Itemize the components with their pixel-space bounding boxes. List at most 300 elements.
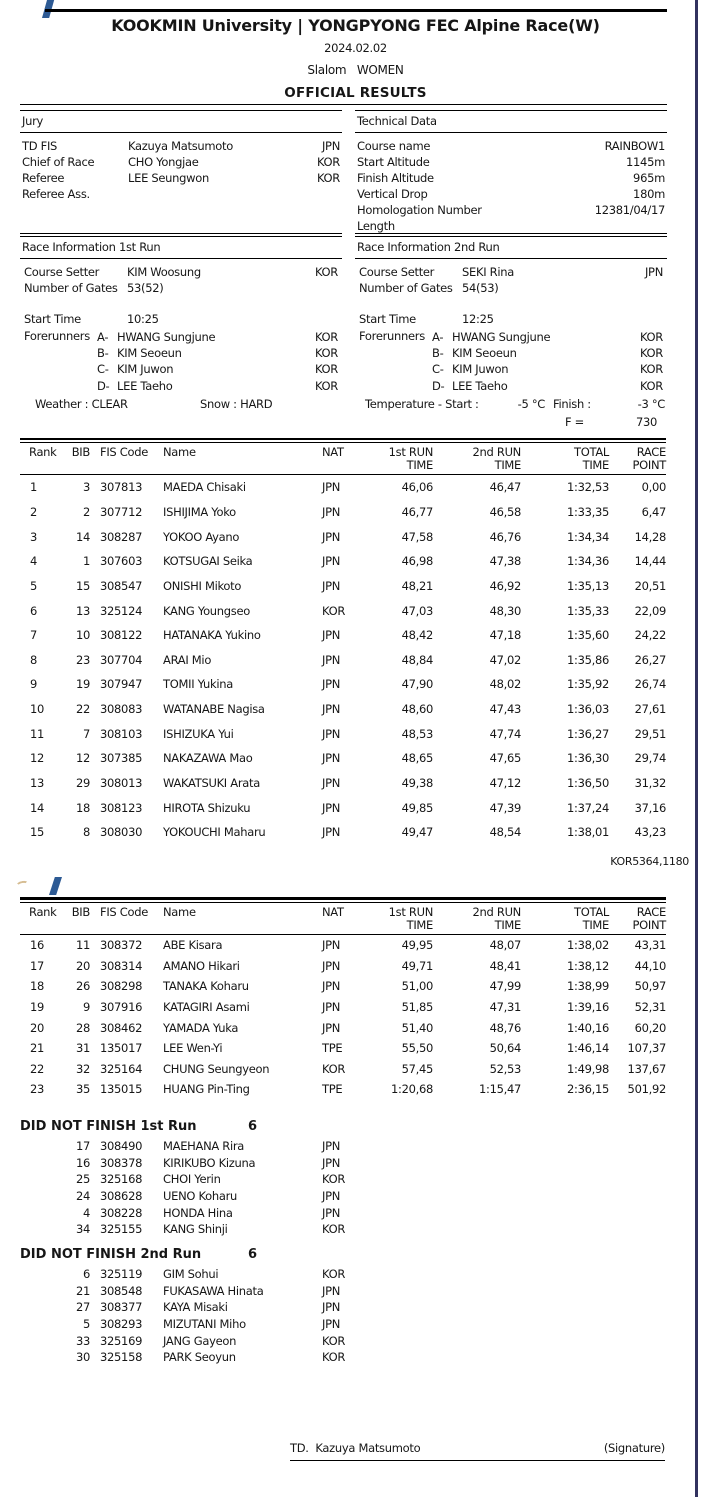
race-point-cell: 26,27 xyxy=(634,652,666,667)
forerunner-nat: KOR xyxy=(639,330,663,344)
header-point: POINT xyxy=(632,917,666,932)
nat-cell: JPN xyxy=(322,979,341,994)
bib-cell: 22 xyxy=(75,702,90,717)
run2-time-cell: 47,65 xyxy=(489,751,521,766)
race-point-cell: 6,47 xyxy=(641,504,666,519)
fis-code-cell: 308378 xyxy=(100,1155,143,1170)
gates-label: Number of Gates xyxy=(24,281,118,295)
race-point-cell: 107,37 xyxy=(627,1041,666,1056)
rank-cell: 5 xyxy=(30,578,38,593)
nat-cell: JPN xyxy=(322,529,341,544)
result-row xyxy=(20,549,666,574)
header-time: TIME xyxy=(494,917,521,932)
race-point-cell: 24,22 xyxy=(634,628,666,643)
bib-cell: 34 xyxy=(75,1222,90,1237)
start-time-run1 xyxy=(20,311,342,327)
race-point-cell: 14,28 xyxy=(634,529,666,544)
forerunner-row xyxy=(355,345,667,361)
jury-name xyxy=(128,186,300,202)
jury-row xyxy=(20,138,342,154)
fis-code-cell: 308377 xyxy=(100,1300,143,1315)
jury-role: Referee xyxy=(22,171,65,185)
fis-code-cell: 308490 xyxy=(100,1139,143,1154)
name-cell: FUKASAWA Hinata xyxy=(163,1283,264,1298)
temperature-label: Temperature - Start : xyxy=(365,397,479,411)
header-bib: BIB xyxy=(71,445,90,459)
nat-cell: JPN xyxy=(322,702,341,717)
signature-block xyxy=(290,1441,665,1461)
total-time-cell: 1:38,12 xyxy=(566,958,609,973)
bib-cell: 1 xyxy=(82,554,90,569)
bib-cell: 9 xyxy=(82,1000,90,1015)
race-point-cell: 26,74 xyxy=(634,677,666,692)
forerunner-nat: KOR xyxy=(314,362,338,377)
total-time-cell: 1:36,27 xyxy=(566,726,609,741)
dnf-run2-rows xyxy=(20,1266,666,1366)
header-rule xyxy=(20,104,667,105)
fis-code-cell: 308103 xyxy=(100,726,143,741)
rank-cell: 8 xyxy=(30,652,38,667)
fis-code-cell: 308548 xyxy=(100,1283,143,1298)
header-fis-code: FIS Code xyxy=(100,905,149,919)
total-time-cell: 1:33,35 xyxy=(566,504,609,519)
forerunner-name: HWANG Sungjune xyxy=(117,330,216,344)
run2-time-cell: 48,02 xyxy=(489,677,521,692)
total-time-cell: 1:35,86 xyxy=(566,652,609,667)
header-time: TIME xyxy=(406,457,433,472)
race-point-cell: 137,67 xyxy=(627,1061,666,1076)
nat-cell: JPN xyxy=(322,1155,341,1170)
forerunners-label xyxy=(24,378,97,394)
total-time-cell: 1:36,50 xyxy=(566,776,609,790)
forerunner-name: KIM Juwon xyxy=(117,362,174,377)
name-cell: MAEDA Chisaki xyxy=(163,480,246,495)
nat-cell: JPN xyxy=(322,504,341,519)
forerunner-row xyxy=(355,378,667,394)
run1-time-cell: 55,50 xyxy=(401,1041,433,1056)
run2-time-cell: 50,64 xyxy=(489,1041,521,1056)
name-cell: YOKOUCHI Maharu xyxy=(163,825,266,840)
dnf-row xyxy=(20,1349,666,1366)
run2-time-cell: 47,18 xyxy=(489,628,521,643)
technical-label: Vertical Drop xyxy=(357,187,428,201)
name-cell: JANG Gayeon xyxy=(163,1333,237,1348)
total-time-cell: 1:36,30 xyxy=(566,751,609,766)
gates-value: 53(52) xyxy=(127,281,164,295)
nat-cell: JPN xyxy=(322,726,341,741)
name-cell: MAEHANA Rira xyxy=(163,1139,245,1154)
forerunners-label xyxy=(359,378,432,394)
run1-time-cell: 46,98 xyxy=(401,554,433,569)
race-point-cell: 27,61 xyxy=(634,702,666,717)
forerunners-caption-left: Forerunners xyxy=(24,329,90,343)
name-cell: HIROTA Shizuku xyxy=(163,800,251,815)
bib-cell: 17 xyxy=(75,1139,90,1154)
jury-name: Kazuya Matsumoto xyxy=(128,139,233,153)
header-race-point xyxy=(609,446,666,471)
bib-cell: 2 xyxy=(82,504,90,519)
bib-cell: 16 xyxy=(75,1155,90,1170)
name-cell: KOTSUGAI Seika xyxy=(163,554,253,569)
nat-cell: JPN xyxy=(322,1139,341,1154)
result-row xyxy=(20,1059,666,1080)
forerunners-label xyxy=(24,345,97,361)
course-setter-label: Course Setter xyxy=(359,265,435,279)
total-time-cell: 1:35,33 xyxy=(566,603,609,618)
result-row xyxy=(20,795,666,820)
forerunner-nat: KOR xyxy=(314,378,338,393)
nat-cell: JPN xyxy=(322,652,341,667)
f-value: 730 xyxy=(635,415,657,429)
temperature-start-value: -5 °C xyxy=(517,397,545,411)
jury-role: TD FIS xyxy=(22,139,58,153)
result-row xyxy=(20,524,666,549)
rank-cell: 9 xyxy=(30,677,38,692)
header-nat: NAT xyxy=(322,445,344,459)
dnf-row xyxy=(20,1204,666,1221)
name-cell: CHOI Yerin xyxy=(163,1172,221,1187)
jury-row xyxy=(20,186,342,202)
jury-nat: KOR xyxy=(316,171,340,185)
header-rank: Rank xyxy=(29,445,57,459)
race-point-cell: 60,20 xyxy=(634,1020,666,1035)
start-time-label: Start Time xyxy=(359,312,416,326)
dnf-row xyxy=(20,1283,666,1300)
jury-role: Referee Ass. xyxy=(22,187,90,201)
header-race: RACE xyxy=(636,445,666,459)
bib-cell: 6 xyxy=(82,1267,90,1282)
total-time-cell: 1:35,92 xyxy=(566,677,609,692)
nat-cell: JPN xyxy=(322,938,341,953)
race-point-cell: 43,23 xyxy=(634,825,666,840)
start-time-run2 xyxy=(355,311,667,327)
run2-time-cell: 47,02 xyxy=(489,652,521,667)
forerunner-key: C- xyxy=(432,362,444,377)
total-time-cell: 1:35,60 xyxy=(566,628,609,643)
total-time-cell: 1:32,53 xyxy=(566,480,609,495)
nat-cell: JPN xyxy=(322,1000,341,1015)
run1-time-cell: 49,71 xyxy=(401,958,433,973)
fis-code-cell: 307704 xyxy=(100,652,143,667)
total-time-cell: 1:36,03 xyxy=(566,702,609,717)
header-time: TIME xyxy=(406,917,433,932)
total-time-cell: 1:38,02 xyxy=(566,938,609,953)
bib-cell: 8 xyxy=(82,825,90,840)
technical-value: 180m xyxy=(633,187,665,201)
technical-row xyxy=(355,186,667,202)
forerunner-row xyxy=(20,378,342,394)
race-point-cell: 14,44 xyxy=(634,554,666,569)
results-header xyxy=(20,443,666,471)
name-cell: KANG Shinji xyxy=(163,1222,228,1237)
course-setter-row xyxy=(20,264,342,280)
race-point-cell: 29,74 xyxy=(634,751,666,766)
bib-cell: 33 xyxy=(75,1333,90,1348)
jury-title: Jury xyxy=(20,110,342,133)
rank-cell: 1 xyxy=(30,480,38,495)
header-time: TIME xyxy=(494,457,521,472)
rank-cell: 21 xyxy=(30,1041,45,1056)
page-title: KOOKMIN University | YONGPYONG FEC Alpine Race(W) xyxy=(111,16,600,35)
bib-cell: 28 xyxy=(75,1020,90,1035)
forerunner-key: B- xyxy=(432,346,444,361)
fis-code-cell: 308462 xyxy=(100,1020,143,1035)
run2-time-cell: 47,99 xyxy=(489,979,521,994)
technical-row xyxy=(355,170,667,186)
technical-value: 1145m xyxy=(626,155,665,169)
nat-cell: JPN xyxy=(322,1317,341,1332)
jury-name: CHO Yongjae xyxy=(128,155,199,169)
technical-label: Length xyxy=(357,219,395,233)
header-name: Name xyxy=(163,905,196,919)
header-race-point xyxy=(609,906,666,931)
header-rank: Rank xyxy=(29,905,57,919)
name-cell: HATANAKA Yukino xyxy=(163,628,261,643)
technical-row xyxy=(355,202,667,218)
fis-code-cell: 135015 xyxy=(100,1082,143,1097)
nat-cell: JPN xyxy=(322,480,341,495)
jury-nat: JPN xyxy=(321,139,340,153)
run1-time-cell: 46,06 xyxy=(401,480,433,495)
dnf-row xyxy=(20,1316,666,1333)
nat-cell: JPN xyxy=(322,1283,341,1298)
race-info-run1 xyxy=(20,236,342,296)
discipline-line: Slalom WOMEN xyxy=(307,63,404,77)
run2-time-cell: 52,53 xyxy=(489,1061,521,1076)
header-run2: 2nd RUN xyxy=(472,905,521,919)
nat-cell: JPN xyxy=(322,958,341,973)
bib-cell: 24 xyxy=(75,1189,90,1204)
bib-cell: 18 xyxy=(75,800,90,815)
header-run1-time xyxy=(368,906,433,931)
bib-cell: 4 xyxy=(82,1205,90,1220)
rank-cell: 17 xyxy=(30,958,45,973)
name-cell: TOMII Yukina xyxy=(163,677,234,692)
technical-value: RAINBOW1 xyxy=(604,139,665,153)
run1-time-cell: 49,95 xyxy=(401,938,433,953)
nat-cell: KOR xyxy=(322,1267,346,1282)
run1-time-cell: 48,42 xyxy=(401,628,433,643)
rank-cell: 13 xyxy=(30,776,45,790)
results-table-page1 xyxy=(20,438,666,845)
result-row xyxy=(20,672,666,697)
page-code: KOR5364,1180 xyxy=(610,855,689,868)
run2-time-cell: 48,41 xyxy=(489,958,521,973)
total-time-cell: 1:37,24 xyxy=(566,800,609,815)
forerunner-name: LEE Taeho xyxy=(452,378,508,393)
bib-cell: 5 xyxy=(82,1317,90,1332)
run1-time-cell: 49,47 xyxy=(401,825,433,840)
bib-cell: 21 xyxy=(75,1283,90,1298)
fis-code-cell: 308293 xyxy=(100,1317,143,1332)
rank-cell: 2 xyxy=(30,504,38,519)
result-row xyxy=(20,746,666,771)
header-run2-time xyxy=(433,446,521,471)
gates-label: Number of Gates xyxy=(359,281,453,295)
race-info-run2-title: Race Information 2nd Run xyxy=(355,236,667,259)
dnf-run1-title: DID NOT FINISH 1st Run xyxy=(20,1119,197,1134)
gates-row xyxy=(20,280,342,296)
result-row xyxy=(20,500,666,525)
result-row xyxy=(20,475,666,500)
header-total-time xyxy=(521,906,609,931)
forerunner-key: D- xyxy=(97,378,110,393)
technical-label: Finish Altitude xyxy=(357,171,434,185)
header-time: TIME xyxy=(582,917,609,932)
jury-row xyxy=(20,170,342,186)
name-cell: KANG Youngseo xyxy=(163,603,250,618)
run2-time-cell: 48,76 xyxy=(489,1020,521,1035)
rank-cell: 18 xyxy=(30,979,45,994)
forerunner-name: HWANG Sungjune xyxy=(452,330,551,344)
name-cell: HUANG Pin-Ting xyxy=(163,1082,250,1097)
dnf-row xyxy=(20,1266,666,1283)
run1-time-cell: 48,60 xyxy=(401,702,433,717)
dnf-row xyxy=(20,1188,666,1205)
forerunner-name: KIM Seoeun xyxy=(452,346,517,361)
name-cell: UENO Koharu xyxy=(163,1189,238,1204)
forerunner-key: D- xyxy=(432,378,445,393)
technical-row xyxy=(355,218,667,234)
fis-code-cell: 308123 xyxy=(100,800,143,815)
jury-nat: KOR xyxy=(316,155,340,169)
name-cell: KIRIKUBO Kizuna xyxy=(163,1155,256,1170)
technical-row xyxy=(355,138,667,154)
fis-code-cell: 308314 xyxy=(100,958,143,973)
bib-cell: 3 xyxy=(82,480,90,495)
result-row xyxy=(20,623,666,648)
fis-code-cell: 308228 xyxy=(100,1205,143,1220)
race-point-cell: 20,51 xyxy=(634,578,666,593)
run2-time-cell: 47,43 xyxy=(489,702,521,717)
forerunner-key: B- xyxy=(97,346,109,361)
run2-time-cell: 48,30 xyxy=(489,603,521,618)
run2-time-cell: 46,76 xyxy=(489,529,521,544)
gates-value: 54(53) xyxy=(462,281,499,295)
total-time-cell: 1:34,34 xyxy=(566,529,609,544)
bib-cell: 20 xyxy=(75,958,90,973)
fis-code-cell: 325124 xyxy=(100,603,143,618)
race-info-run2 xyxy=(355,236,667,296)
fis-code-cell: 308628 xyxy=(100,1189,143,1204)
signature-label: (Signature) xyxy=(603,1441,665,1455)
jury-box xyxy=(20,110,342,234)
header-time: TIME xyxy=(582,457,609,472)
dnf-run2-title: DID NOT FINISH 2nd Run xyxy=(20,1247,202,1262)
dnf-row xyxy=(20,1138,666,1155)
bib-cell: 23 xyxy=(75,652,90,667)
forerunners-label xyxy=(359,345,432,361)
total-time-cell: 1:46,14 xyxy=(566,1041,609,1056)
fis-code-cell: 325119 xyxy=(100,1267,143,1282)
rank-cell: 23 xyxy=(30,1082,45,1097)
td-signature-line: TD. Kazuya Matsumoto xyxy=(290,1441,421,1455)
start-time-label: Start Time xyxy=(24,312,81,326)
header-run1: 1st RUN xyxy=(388,445,433,459)
header-run1: 1st RUN xyxy=(388,905,433,919)
bib-cell: 30 xyxy=(75,1350,90,1365)
run1-time-cell: 1:20,68 xyxy=(390,1082,433,1097)
bib-cell: 32 xyxy=(75,1061,90,1076)
total-time-cell: 1:40,16 xyxy=(566,1020,609,1035)
bib-cell: 11 xyxy=(75,938,90,953)
result-row xyxy=(20,935,666,956)
bib-cell: 26 xyxy=(75,979,90,994)
total-time-cell: 1:35,13 xyxy=(566,578,609,593)
result-row xyxy=(20,1038,666,1059)
fis-code-cell: 308013 xyxy=(100,776,143,790)
run1-time-cell: 49,85 xyxy=(401,800,433,815)
forerunner-nat: KOR xyxy=(314,330,338,344)
temperature-finish-value: -3 °C xyxy=(637,397,665,411)
start-time-value: 10:25 xyxy=(127,312,159,326)
technical-rows xyxy=(355,133,667,234)
fis-code-cell: 308547 xyxy=(100,578,143,593)
nat-cell: KOR xyxy=(322,1350,346,1365)
run2-time-cell: 48,54 xyxy=(489,825,521,840)
bib-cell: 27 xyxy=(75,1300,90,1315)
fis-code-cell: 308287 xyxy=(100,529,143,544)
results-rows-page1 xyxy=(20,475,666,845)
start-time-value: 12:25 xyxy=(462,312,494,326)
rank-cell: 4 xyxy=(30,554,38,569)
header-name: Name xyxy=(163,445,196,459)
name-cell: YAMADA Yuka xyxy=(163,1020,239,1035)
race-point-cell: 22,09 xyxy=(634,603,666,618)
nat-cell: JPN xyxy=(322,1020,341,1035)
bib-cell: 7 xyxy=(82,726,90,741)
nat-cell: KOR xyxy=(322,1172,346,1187)
result-row xyxy=(20,574,666,599)
name-cell: ABE Kisara xyxy=(163,938,223,953)
rank-cell: 16 xyxy=(30,938,45,953)
bib-cell: 13 xyxy=(75,603,90,618)
name-cell: MIZUTANI Miho xyxy=(163,1317,246,1332)
rank-cell: 19 xyxy=(30,1000,45,1015)
course-setter-row xyxy=(355,264,667,280)
forerunner-nat: KOR xyxy=(639,346,663,361)
run2-time-cell: 46,58 xyxy=(489,504,521,519)
name-cell: GIM Sohui xyxy=(163,1267,219,1282)
course-setter-label: Course Setter xyxy=(24,265,100,279)
rank-cell: 15 xyxy=(30,825,45,840)
race-point-cell: 0,00 xyxy=(641,480,666,495)
name-cell: NAKAZAWA Mao xyxy=(163,751,253,766)
bib-cell: 12 xyxy=(75,751,90,766)
name-cell: ISHIZUKA Yui xyxy=(163,726,234,741)
name-cell: YOKOO Ayano xyxy=(163,529,240,544)
result-row xyxy=(20,598,666,623)
top-rule xyxy=(45,9,667,12)
run1-time-cell: 48,21 xyxy=(401,578,433,593)
race-point-cell: 43,31 xyxy=(634,938,666,953)
fis-code-cell: 135017 xyxy=(100,1041,143,1056)
bib-cell: 35 xyxy=(75,1082,90,1097)
course-setter-name: SEKI Rina xyxy=(462,265,514,279)
forerunner-name: KIM Juwon xyxy=(452,362,509,377)
rank-cell: 11 xyxy=(30,726,45,741)
nat-cell: JPN xyxy=(322,1300,341,1315)
nat-cell: JPN xyxy=(322,800,341,815)
bib-cell: 10 xyxy=(75,628,90,643)
fis-code-cell: 307947 xyxy=(100,677,143,692)
result-row xyxy=(20,1079,666,1100)
course-setter-nat: KOR xyxy=(314,265,338,279)
run1-time-cell: 51,85 xyxy=(401,1000,433,1015)
header-total: TOTAL xyxy=(574,905,609,919)
run2-time-cell: 48,07 xyxy=(489,938,521,953)
course-setter-nat: JPN xyxy=(644,265,663,279)
